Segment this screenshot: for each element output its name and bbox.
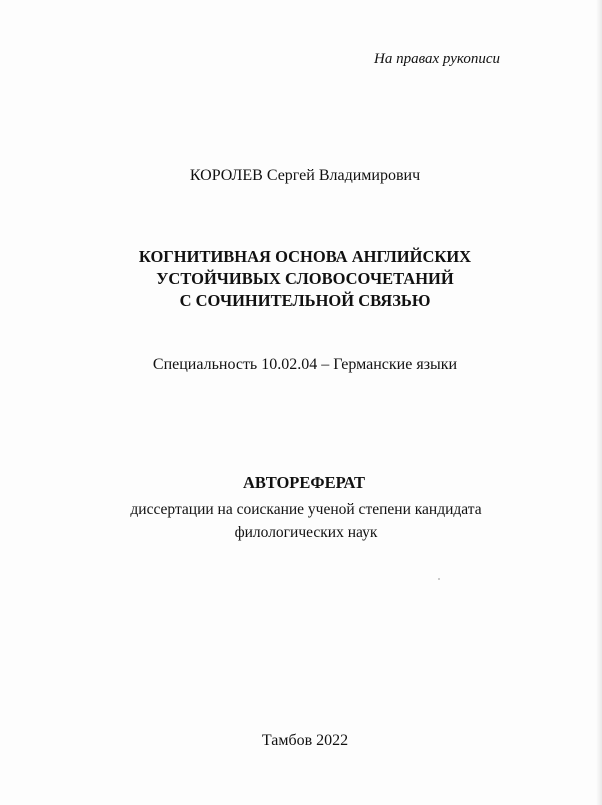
scan-speck	[438, 578, 440, 580]
subtitle-line-1: диссертации на соискание ученой степени кандидата	[130, 501, 482, 518]
title-line-3: С СОЧИНИТЕЛЬНОЙ СВЯЗЬЮ	[179, 291, 431, 310]
dissertation-title	[0, 246, 602, 312]
subtitle-line-2: филологических наук	[234, 524, 378, 541]
manuscript-note: На правах рукописи	[374, 51, 500, 67]
specialty-line: Специальность 10.02.04 – Германские языки	[152, 356, 458, 373]
author-name: КОРОЛЕВ Сергей Владимирович	[189, 167, 421, 184]
page-edge-shadow	[596, 0, 602, 805]
document-type: АВТОРЕФЕРАТ	[242, 473, 366, 492]
document-subtitle	[0, 498, 602, 544]
title-line-1: КОГНИТИВНАЯ ОСНОВА АНГЛИЙСКИХ	[138, 247, 472, 266]
place-and-year: Тамбов 2022	[261, 732, 349, 749]
title-line-2: УСТОЙЧИВЫХ СЛОВОСОЧЕТАНИЙ	[156, 269, 454, 288]
